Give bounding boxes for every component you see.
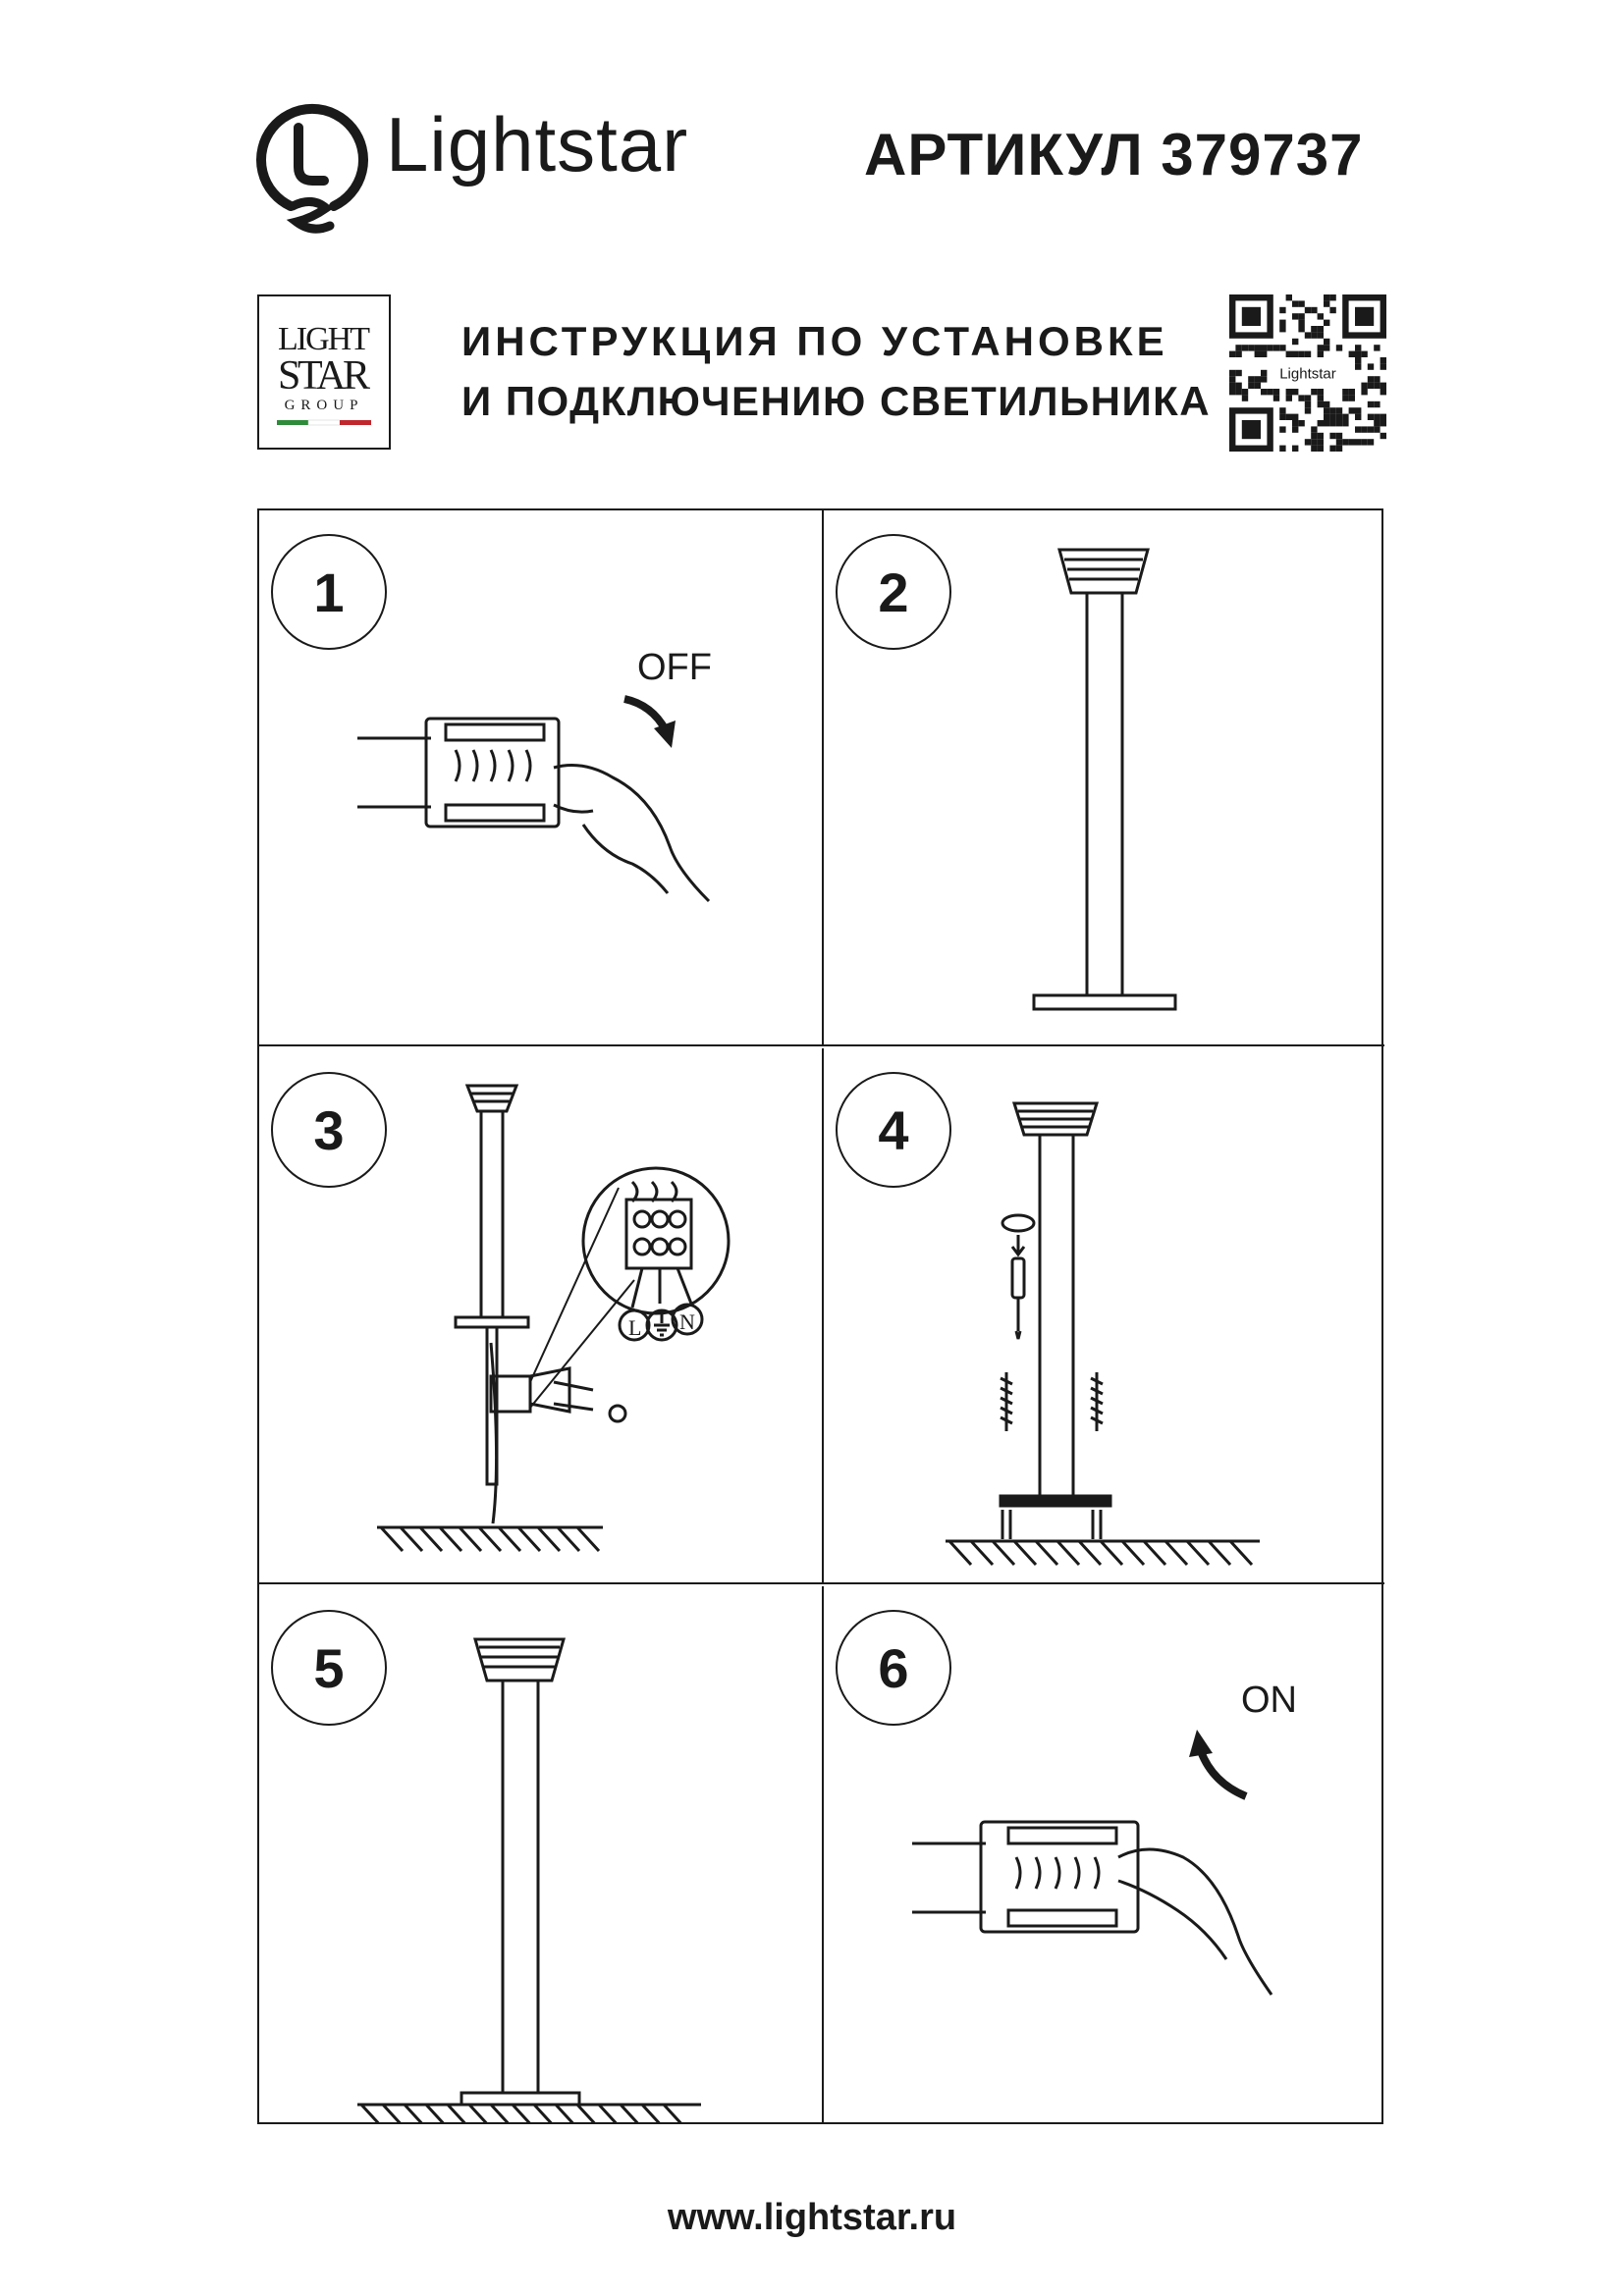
- step-number: 2: [836, 534, 951, 650]
- circuit-breaker-on: [912, 1822, 1272, 1995]
- group-logo-line3: GROUP: [284, 398, 364, 413]
- off-label: OFF: [637, 647, 712, 688]
- on-label: ON: [1241, 1680, 1297, 1721]
- power-on-arrow-icon: [1201, 1751, 1246, 1796]
- brand-name: Lightstar: [386, 101, 689, 187]
- power-off-arrow-icon: [624, 699, 666, 730]
- bulb-logo-icon: [253, 90, 371, 238]
- step-number: 1: [271, 534, 387, 650]
- group-logo-line2: STAR: [278, 353, 370, 399]
- step-6-panel: [822, 1586, 1384, 2122]
- qr-code-icon: [1229, 294, 1388, 452]
- step-1-panel: [259, 510, 822, 1046]
- steps-grid: [257, 508, 1383, 2124]
- step-5-panel: [259, 1586, 822, 2122]
- group-logo-line1: LIGHT: [278, 321, 370, 357]
- wire-label-l: L: [628, 1315, 642, 1340]
- step-number: 5: [271, 1610, 387, 1726]
- step-number: 6: [836, 1610, 951, 1726]
- post-light-assembled: [357, 1639, 701, 2122]
- ground-icon: [654, 1313, 670, 1335]
- title-line-1: ИНСТРУКЦИЯ ПО УСТАНОВКЕ: [461, 318, 1168, 364]
- circuit-breaker-off: [357, 719, 709, 901]
- step-number: 4: [836, 1072, 951, 1188]
- group-logo: [257, 294, 391, 450]
- footer-url[interactable]: www.lightstar.ru: [667, 2197, 957, 2238]
- article-number: АРТИКУЛ 379737: [864, 122, 1364, 187]
- step-4-panel: [822, 1048, 1384, 1584]
- post-light-wiring: [377, 1086, 729, 1551]
- step-2-panel: [822, 510, 1384, 1046]
- title-line-2: И ПОДКЛЮЧЕНИЮ СВЕТИЛЬНИКА: [461, 378, 1212, 424]
- wire-label-n: N: [679, 1309, 695, 1334]
- screwdriver-icon: [1012, 1258, 1024, 1339]
- step-3-panel: [259, 1048, 822, 1584]
- qr-label: Lightstar: [1279, 365, 1336, 383]
- step-number: 3: [271, 1072, 387, 1188]
- post-light-unassembled: [1034, 550, 1175, 1009]
- post-light-mounting: [946, 1103, 1260, 1565]
